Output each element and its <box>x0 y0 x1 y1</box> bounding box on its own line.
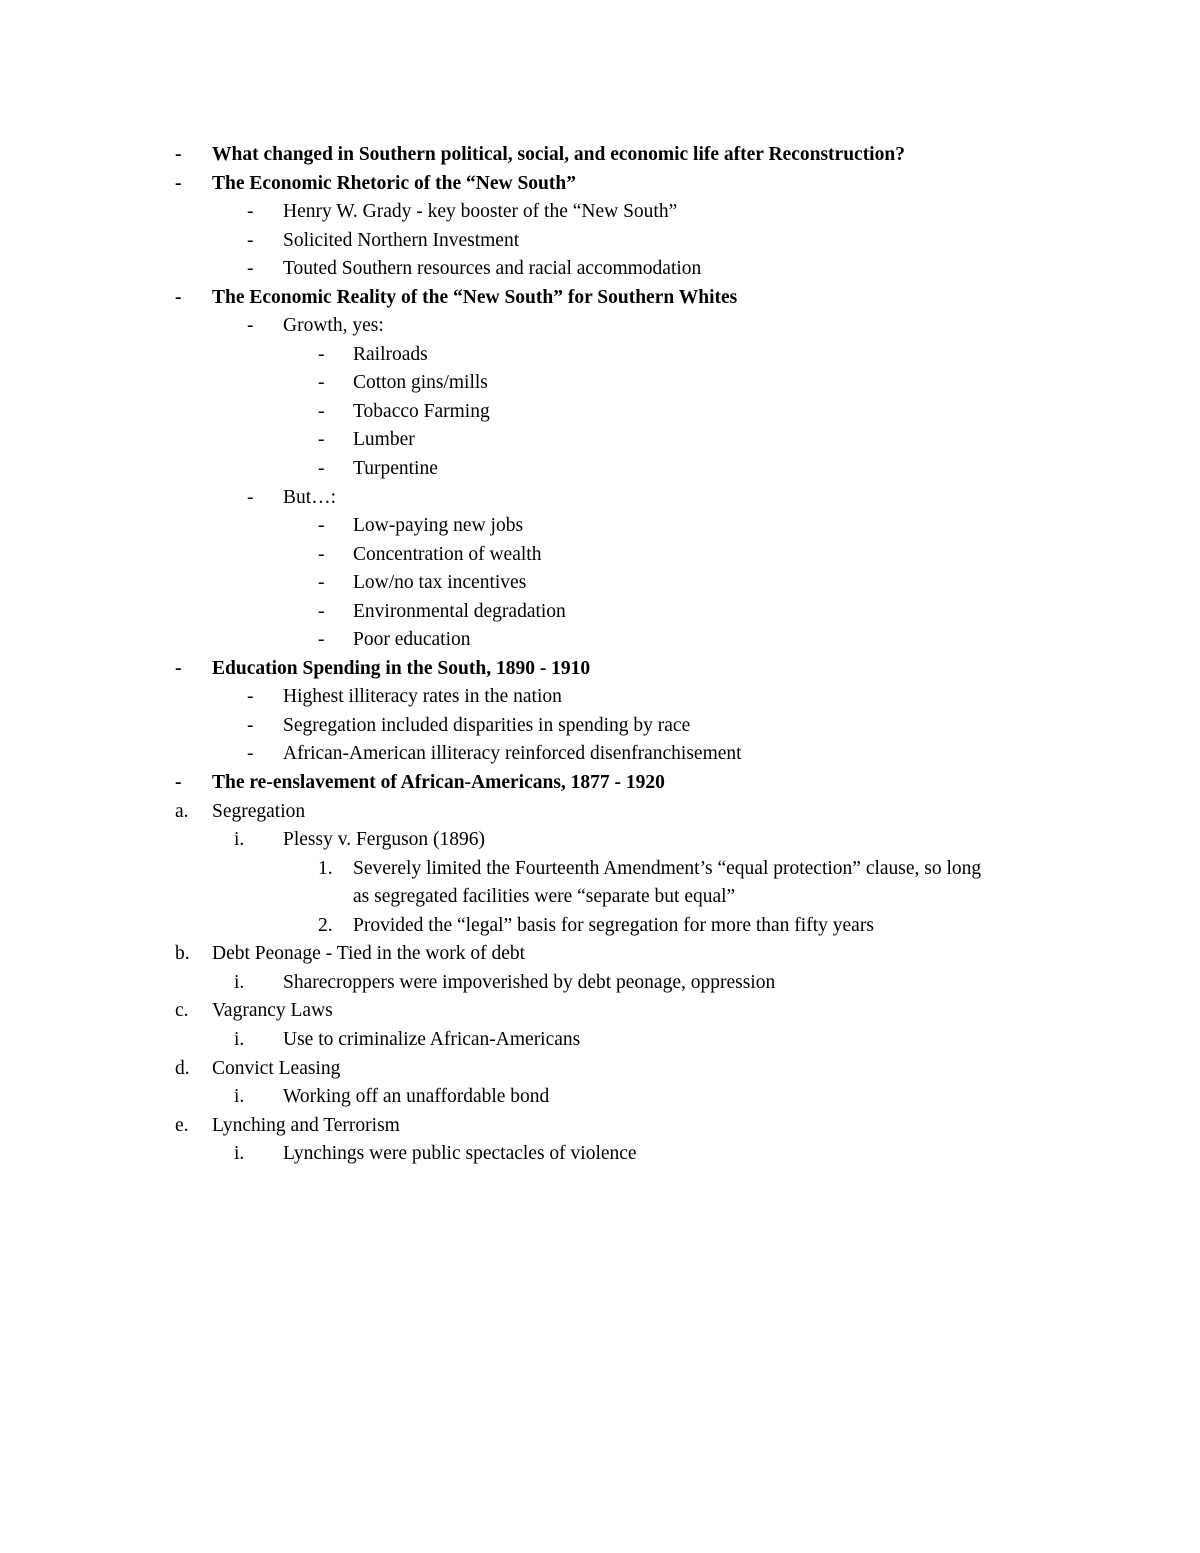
list-marker: - <box>175 172 182 194</box>
outline-item-text: The re-enslavement of African-Americans, 1877 - 1920 <box>212 772 665 794</box>
outline-item-text: The Economic Rhetoric of the “New South” <box>212 172 576 194</box>
outline-item-text: Railroads <box>353 343 428 365</box>
outline-item-text: Low/no tax incentives <box>353 572 527 594</box>
outline-item <box>0 227 1200 256</box>
outline-item-text: African-American illiteracy reinforced disenfranchisement <box>283 743 742 765</box>
outline-item-text: Lynchings were public spectacles of violence <box>283 1143 637 1165</box>
outline-item-text: Segregation <box>212 800 306 822</box>
outline-item-text: What changed in Southern political, social, and economic life after Reconstruction? <box>212 144 905 165</box>
outline-item-text: Plessy v. Ferguson (1896) <box>283 829 486 851</box>
list-marker: - <box>175 144 182 165</box>
outline-item-text: Severely limited the Fourteenth Amendment’s “equal protection” clause, so long <box>353 857 982 879</box>
outline-item <box>0 541 1200 570</box>
outline-item <box>0 883 1200 912</box>
list-marker: 2. <box>318 914 333 936</box>
outline-item-text: Tobacco Farming <box>353 400 490 422</box>
list-marker: b. <box>175 943 190 965</box>
outline-item-text: Provided the “legal” basis for segregation for more than fifty years <box>353 914 874 936</box>
list-marker: - <box>318 600 325 622</box>
list-marker: i. <box>234 1028 245 1050</box>
list-marker: - <box>247 258 254 280</box>
list-marker: - <box>175 286 182 308</box>
list-marker: i. <box>234 1143 245 1165</box>
outline-item-text: Segregation included disparities in spending by race <box>283 714 691 736</box>
list-marker: i. <box>234 1086 245 1108</box>
list-marker: - <box>247 486 254 508</box>
outline-item-text: Touted Southern resources and racial accommodation <box>283 258 702 280</box>
outline-item-text: Poor education <box>353 629 471 651</box>
outline-item <box>0 341 1200 370</box>
outline-item <box>0 683 1200 712</box>
outline-item-text: Working off an unaffordable bond <box>283 1086 550 1108</box>
outline-item <box>0 626 1200 655</box>
outline-item-text: Convict Leasing <box>212 1057 341 1079</box>
outline-item-text: The Economic Reality of the “New South” for Southern Whites <box>212 286 738 308</box>
list-marker: - <box>247 315 254 337</box>
outline-item <box>0 484 1200 513</box>
outline-item-text: Cotton gins/mills <box>353 372 488 394</box>
outline-item-text: Low-paying new jobs <box>353 515 524 537</box>
outline-item <box>0 912 1200 941</box>
outline-item <box>0 455 1200 484</box>
list-marker: - <box>318 458 325 480</box>
outline-item-text: Concentration of wealth <box>353 543 542 565</box>
outline-item <box>0 740 1200 769</box>
outline-item-text: Vagrancy Laws <box>212 1000 333 1022</box>
list-marker: - <box>318 515 325 537</box>
outline-item <box>0 940 1200 969</box>
outline-item-text: Turpentine <box>353 458 438 480</box>
list-marker: - <box>318 543 325 565</box>
list-marker: - <box>318 372 325 394</box>
outline-item-text: Growth, yes: <box>283 315 384 337</box>
outline-item <box>0 512 1200 541</box>
list-marker: - <box>318 429 325 451</box>
list-marker: a. <box>175 800 189 822</box>
list-marker: e. <box>175 1114 189 1136</box>
outline-item <box>0 198 1200 227</box>
outline-item <box>0 426 1200 455</box>
outline-item <box>0 170 1200 199</box>
list-marker: - <box>247 686 254 708</box>
outline-item <box>0 1112 1200 1141</box>
list-marker: - <box>247 201 254 223</box>
list-marker: - <box>318 400 325 422</box>
outline-item-text: Highest illiteracy rates in the nation <box>283 686 562 708</box>
outline-item <box>0 1026 1200 1055</box>
outline-item <box>0 855 1200 884</box>
outline-item <box>0 997 1200 1026</box>
outline-item-text: Henry W. Grady - key booster of the “New South” <box>283 201 678 223</box>
outline-item <box>0 655 1200 684</box>
list-marker: - <box>318 343 325 365</box>
list-marker: - <box>175 657 182 679</box>
outline-item-text: Sharecroppers were impoverished by debt peonage, oppression <box>283 971 776 993</box>
outline-item-text: Lynching and Terrorism <box>212 1114 400 1136</box>
outline-item-text: But…: <box>283 486 337 508</box>
outline-item <box>0 1055 1200 1084</box>
outline-item-text: Debt Peonage - Tied in the work of debt <box>212 943 526 965</box>
list-marker: - <box>247 714 254 736</box>
outline-item <box>0 141 1200 170</box>
outline-item-text: Education Spending in the South, 1890 - 1910 <box>212 657 591 679</box>
list-marker: c. <box>175 1000 189 1022</box>
outline-item-text: as segregated facilities were “separate but equal” <box>353 886 736 908</box>
list-marker: - <box>318 572 325 594</box>
outline-item <box>0 969 1200 998</box>
list-marker: - <box>318 629 325 651</box>
outline-item <box>0 398 1200 427</box>
list-marker: 1. <box>318 857 333 879</box>
outline-item <box>0 255 1200 284</box>
outline-item <box>0 1140 1200 1169</box>
outline-item-text: Use to criminalize African-Americans <box>283 1028 581 1050</box>
list-marker: i. <box>234 829 245 851</box>
outline-item-text: Solicited Northern Investment <box>283 229 520 251</box>
outline-item <box>0 284 1200 313</box>
outline-item <box>0 769 1200 798</box>
outline-item-text: Lumber <box>353 429 415 451</box>
list-marker: - <box>247 229 254 251</box>
outline-item <box>0 569 1200 598</box>
document-outline <box>0 141 1200 1169</box>
outline-item <box>0 826 1200 855</box>
list-marker: i. <box>234 971 245 993</box>
outline-item <box>0 312 1200 341</box>
outline-item <box>0 798 1200 827</box>
outline-item <box>0 369 1200 398</box>
outline-item <box>0 1083 1200 1112</box>
outline-item-text: Environmental degradation <box>353 600 566 622</box>
list-marker: - <box>175 772 182 794</box>
list-marker: d. <box>175 1057 190 1079</box>
list-marker: - <box>247 743 254 765</box>
outline-item <box>0 598 1200 627</box>
outline-item <box>0 712 1200 741</box>
